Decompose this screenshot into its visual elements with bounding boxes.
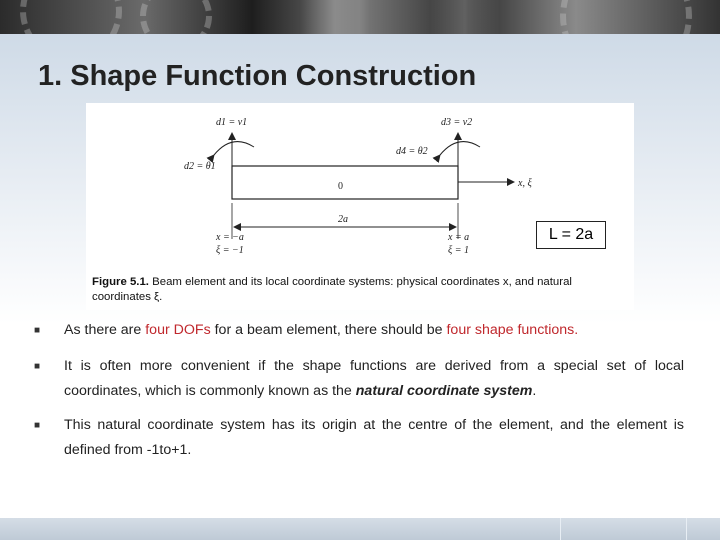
label-origin: 0 — [338, 181, 343, 192]
highlight-shape-functions: four shape functions. — [446, 322, 579, 338]
caption-text: Beam element and its local coordinate systems: physical coordinates x, and natural coordinates ξ. — [92, 276, 572, 303]
bullet-text: This natural coordinate system has its origin at the centre of the element, and the element is defined from -1to+1. — [64, 417, 684, 458]
left-rotation-arc — [214, 142, 254, 155]
beam-element — [232, 166, 458, 199]
bullet-text: for a beam element, there should be — [210, 322, 447, 338]
bullet-item — [34, 354, 684, 404]
label-left-xi: ξ = −1 — [216, 245, 244, 256]
slide-title: 1. Shape Function Construction — [38, 60, 477, 92]
beam-figure — [86, 103, 634, 310]
label-right-x: x = a — [448, 232, 470, 243]
right-rotation-arc — [440, 142, 480, 155]
length-label-box: L = 2a — [536, 221, 606, 249]
bullet-item — [34, 318, 684, 343]
bullet-item — [34, 413, 684, 463]
bullet-list — [34, 318, 684, 463]
label-length: 2a — [338, 214, 348, 225]
header-banner-image — [0, 0, 720, 34]
highlight-dofs: four DOFs — [145, 322, 211, 338]
label-axis: x, ξ — [518, 178, 532, 189]
bullet-marker-icon: ■ — [34, 325, 41, 336]
footer-bar — [0, 518, 720, 540]
natural-coordinate-system-term: natural coordinate system — [355, 383, 533, 399]
label-d1: d1 = v1 — [216, 117, 248, 128]
label-left-x: x = −a — [216, 232, 244, 243]
label-d2: d2 = θ1 — [184, 161, 216, 172]
bullet-marker-icon: ■ — [34, 420, 41, 431]
bullet-marker-icon: ■ — [34, 361, 41, 372]
caption-label: Figure 5.1. — [92, 276, 149, 288]
label-d4: d4 = θ2 — [396, 146, 428, 157]
bullet-text: It is often more convenient if the shape functions are derived from a special set of local coordinates, which is commonly known as the — [64, 358, 684, 399]
bullet-text: As there are — [64, 322, 146, 338]
bullet-text: . — [532, 383, 537, 399]
figure-caption — [92, 275, 632, 305]
label-right-xi: ξ = 1 — [448, 245, 470, 256]
label-d3: d3 = v2 — [441, 117, 473, 128]
